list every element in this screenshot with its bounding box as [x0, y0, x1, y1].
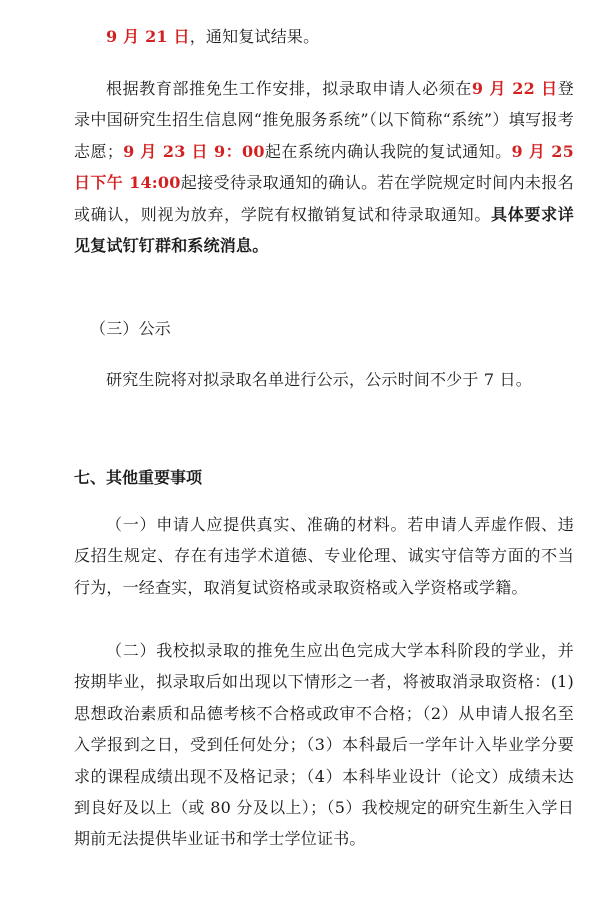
confirm-text-3: 起在系统内确认我院的复试通知。 — [264, 141, 512, 161]
result-date: 9 月 21 日 — [106, 27, 190, 46]
publicity-heading: （三）公示 — [90, 319, 172, 338]
confirm-bold-note: 具体要求详见复试钉钉群和系统消息。 — [74, 204, 574, 256]
confirm-text-4: 起接受待录取通知的确认。若在学院规定时间内未报名或确认，则视为放弃，学院有权撤销复试和待录取通知。 — [74, 173, 574, 224]
confirm-date-2: 9 月 23 日 9：00 — [123, 141, 265, 161]
result-paragraph — [106, 21, 576, 52]
confirm-date-3: 9 月 25 日下午 14:00 — [74, 141, 574, 193]
publicity-paragraph: 研究生院将对拟录取名单进行公示，公示时间不少于 7 日。 — [106, 370, 532, 389]
confirm-text-2: 登录中国研究生招生信息网“推免服务系统”（以下简称“系统”）填写报考志愿； — [74, 79, 574, 161]
result-text: ，通知复试结果。 — [189, 27, 320, 46]
section-heading: 七、其他重要事项 — [74, 468, 203, 487]
confirm-date-1: 9 月 22 日 — [471, 79, 558, 98]
confirm-text-1: 根据教育部推免生工作安排，拟录取申请人必须在 — [106, 79, 472, 98]
item1-paragraph: （一）申请人应提供真实、准确的材料。若申请人弄虚作假、违反招生规定、存在有违学术道德、专业伦理、诚实守信等方面的不当行为，一经查实，取消复试资格或录取资格或入学资格或学籍。 — [74, 515, 574, 597]
confirm-paragraph — [74, 73, 574, 261]
item2-paragraph: （二）我校拟录取的推免生应出色完成大学本科阶段的学业，并按期毕业，拟录取后如出现以下情形之一者，将被取消录取资格：(1) 思想政治素质和品德考核不合格或政审不合格；（2）从申请人报名至入学报到之日，受到任何处分；（3）本科最后一学年计入毕业学分要求的课程成绩出现不及格记录；（4）本科毕业设计（论文）成绩未达到良好及以上（或 80 分及以上）；（5）我校规定的研究生新生入学日期前无法提供毕业证书和学士学位证书。 — [74, 641, 574, 849]
